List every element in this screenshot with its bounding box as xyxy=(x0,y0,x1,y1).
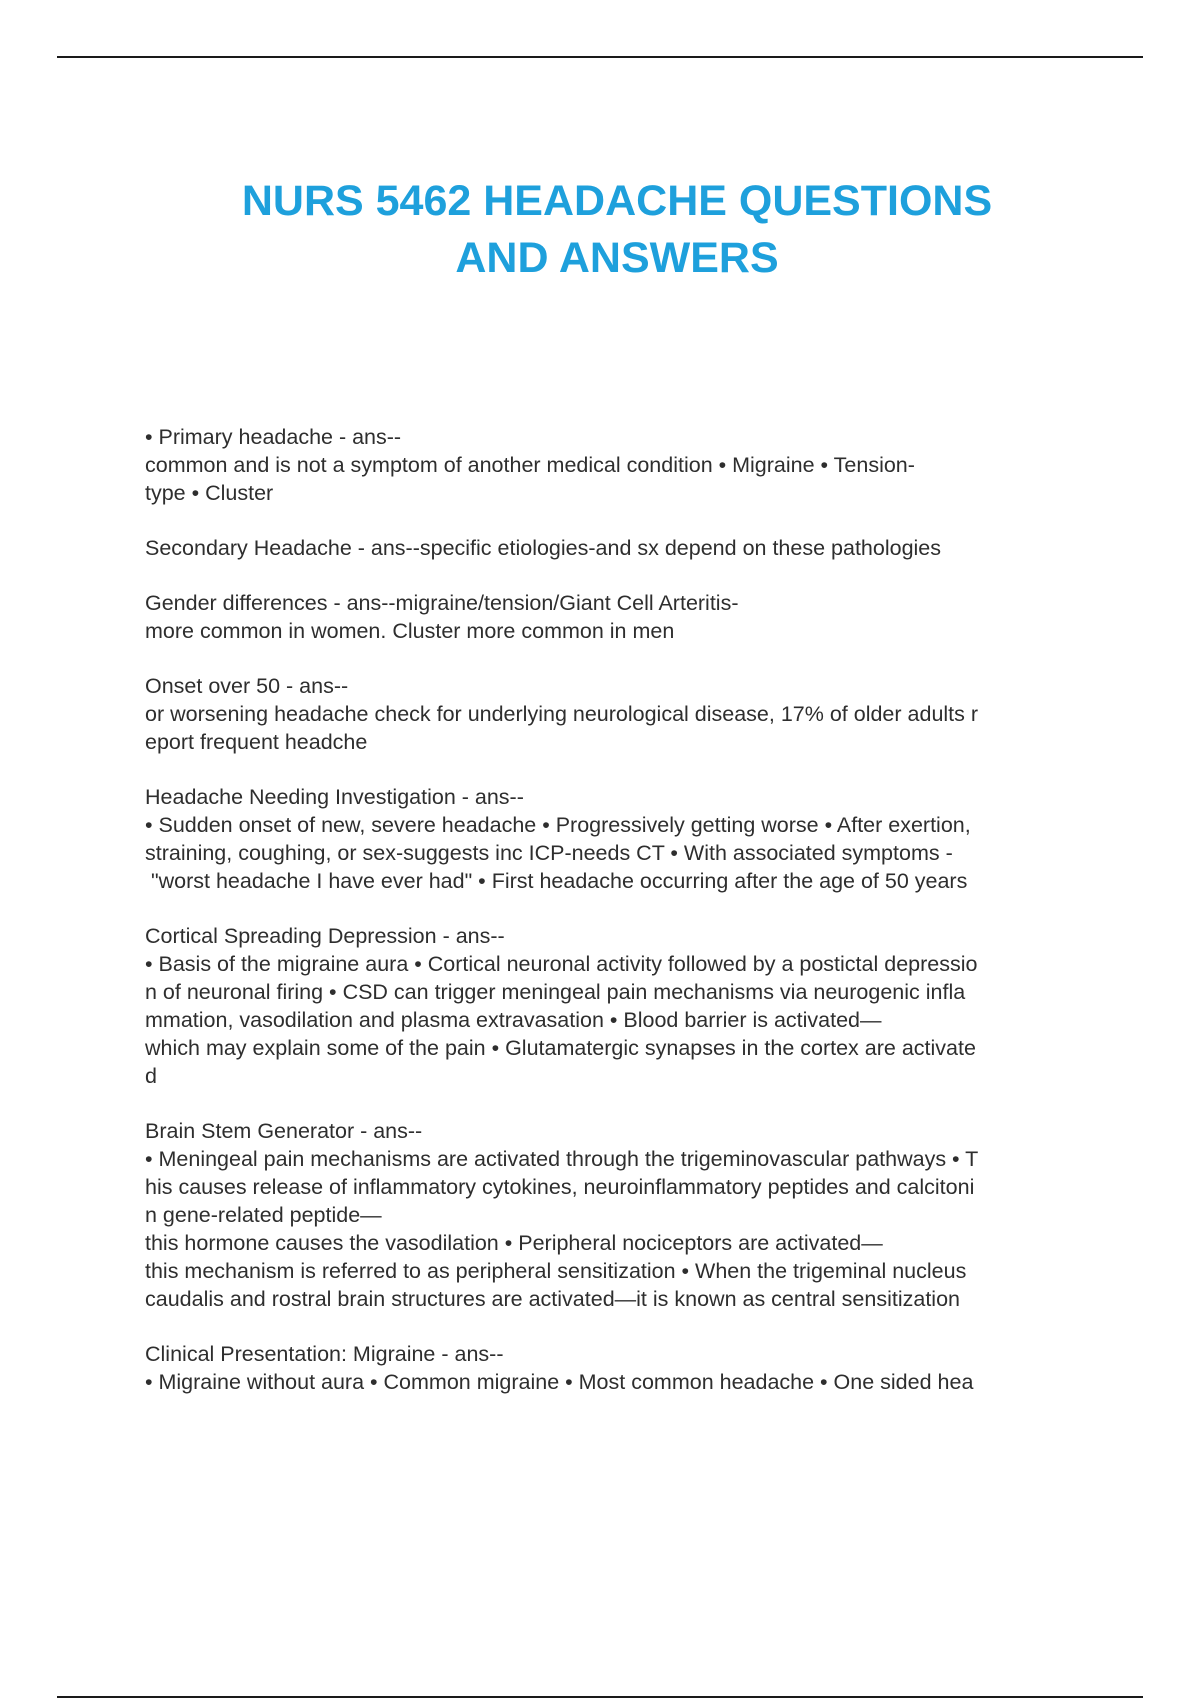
text-line: Cortical Spreading Depression - ans-- xyxy=(145,924,505,948)
text-line: n gene-related peptide— xyxy=(145,1203,382,1227)
text-line: • Meningeal pain mechanisms are activated through the trigeminovascular pathways • T xyxy=(145,1147,979,1171)
qa-entry-gender-differences xyxy=(145,589,1085,645)
text-line: this mechanism is referred to as peripheral sensitization • When the trigeminal nucleus xyxy=(145,1259,967,1283)
text-line: Onset over 50 - ans-- xyxy=(145,674,349,698)
text-line: d xyxy=(145,1064,157,1088)
title-line-1: NURS 5462 HEADACHE QUESTIONS xyxy=(241,177,993,225)
text-line: type • Cluster xyxy=(145,481,274,505)
text-line: Headache Needing Investigation - ans-- xyxy=(145,785,524,809)
text-line: Secondary Headache - ans--specific etiologies-and sx depend on these pathologies xyxy=(145,536,942,560)
text-line: "worst headache I have ever had" • First headache occurring after the age of 50 years xyxy=(145,869,968,893)
bottom-rule xyxy=(57,1696,1143,1698)
text-line: mmation, vasodilation and plasma extravasation • Blood barrier is activated— xyxy=(145,1008,882,1032)
text-line: • Primary headache - ans-- xyxy=(145,425,402,449)
text-line: this hormone causes the vasodilation • Peripheral nociceptors are activated— xyxy=(145,1231,883,1255)
text-line: his causes release of inflammatory cytokines, neuroinflammatory peptides and calcitoni xyxy=(145,1175,975,1199)
qa-entry-secondary-headache xyxy=(145,534,1085,562)
text-line: straining, coughing, or sex-suggests inc ICP-needs CT • With associated symptoms - xyxy=(145,841,953,865)
text-line: caudalis and rostral brain structures are activated—it is known as central sensitization xyxy=(145,1287,960,1311)
text-line: • Sudden onset of new, severe headache • Progressively getting worse • After exertion, xyxy=(145,813,971,837)
document-title xyxy=(150,173,1084,287)
text-line: Gender differences - ans--migraine/tension/Giant Cell Arteritis- xyxy=(145,591,739,615)
qa-entry-onset-over-50 xyxy=(145,672,1085,756)
top-rule xyxy=(57,56,1143,58)
title-line-2: AND ANSWERS xyxy=(455,234,779,282)
qa-entry-primary-headache xyxy=(145,423,1085,507)
qa-entry-clinical-presentation-migraine xyxy=(145,1340,1085,1396)
text-line: n of neuronal firing • CSD can trigger meningeal pain mechanisms via neurogenic infla xyxy=(145,980,966,1004)
text-line: common and is not a symptom of another medical condition • Migraine • Tension- xyxy=(145,453,915,477)
text-line: Clinical Presentation: Migraine - ans-- xyxy=(145,1342,504,1366)
qa-content xyxy=(145,423,1085,1423)
qa-entry-cortical-spreading-depression xyxy=(145,922,1085,1090)
text-line: Brain Stem Generator - ans-- xyxy=(145,1119,423,1143)
text-line: • Migraine without aura • Common migraine • Most common headache • One sided hea xyxy=(145,1370,974,1394)
text-line: or worsening headache check for underlying neurological disease, 17% of older adults r xyxy=(145,702,979,726)
text-line: eport frequent headche xyxy=(145,730,368,754)
text-line: • Basis of the migraine aura • Cortical neuronal activity followed by a postictal depressio xyxy=(145,952,978,976)
text-line: more common in women. Cluster more common in men xyxy=(145,619,675,643)
qa-entry-brain-stem-generator xyxy=(145,1117,1085,1313)
text-line: which may explain some of the pain • Glutamatergic synapses in the cortex are activate xyxy=(145,1036,976,1060)
qa-entry-investigation xyxy=(145,783,1085,895)
